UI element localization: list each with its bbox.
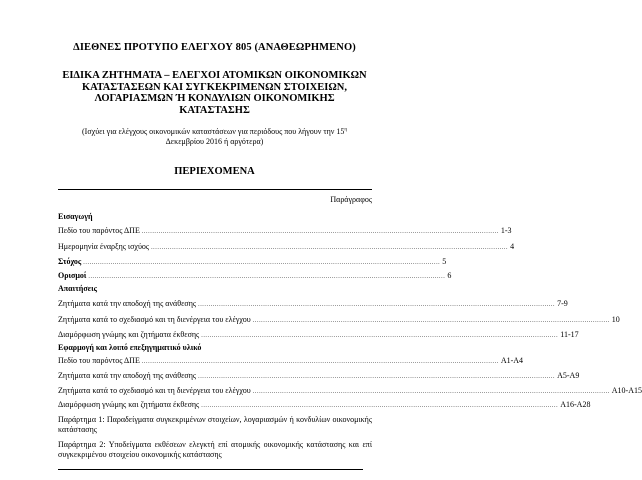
toc-row[interactable]	[58, 257, 447, 268]
toc-leader: ..........................................................................................................................................................................	[252, 318, 610, 324]
toc-row-label: Πεδίο του παρόντος ΔΠΕ	[58, 356, 140, 365]
document-title-line: ΚΑΤΑΣΤΑΣΕΩΝ ΚΑΙ ΣΥΓΚΕΚΡΙΜΕΝΩΝ ΣΤΟΙΧΕΙΩΝ,	[82, 81, 347, 93]
toc-row[interactable]	[58, 226, 512, 237]
toc-row-label: Ζητήματα κατά το σχεδιασμό και τη διενέργεια του ελέγχου	[58, 386, 251, 395]
toc-row-label: Διαμόρφωση γνώμης και ζητήματα έκθεσης	[58, 400, 200, 409]
bottom-divider	[58, 469, 363, 470]
toc-row-number: 11-17	[560, 330, 579, 339]
toc-leader: ..........................................................................................................................................................................	[201, 333, 559, 339]
document-title-line: ΕΙΔΙΚΑ ΖΗΤΗΜΑΤΑ – ΕΛΕΓΧΟΙ ΑΤΟΜΙΚΩΝ ΟΙΚΟΝΟΜΙΚΩΝ	[62, 70, 367, 81]
toc-row[interactable]	[58, 330, 579, 341]
section-heading-requirements: Απαιτήσεις	[58, 284, 97, 293]
toc-row-label: Στόχος	[58, 257, 82, 266]
toc-leader: ..........................................................................................................................................................................	[198, 302, 556, 308]
document-title-line: ΛΟΓΑΡΙΑΣΜΩΝ Ή ΚΟΝΔΥΛΙΩΝ ΟΙΚΟΝΟΜΙΚΗΣ	[94, 93, 335, 104]
toc-row[interactable]	[58, 315, 620, 326]
toc-leader: ..........................................................................................................................................................................	[198, 374, 556, 380]
toc-leader: ..........................................................................................................................................................................	[141, 359, 499, 365]
toc-leader: ..........................................................................................................................................................................	[252, 389, 610, 395]
toc-row-number: A16-A28	[560, 400, 591, 409]
toc-row[interactable]	[58, 299, 568, 310]
appendix-1-entry[interactable]: Παράρτημα 1: Παραδείγματα συγκεκριμένων στοιχείων, λογαριασμών ή κονδυλίων οικονομικής κατάστασης	[58, 415, 372, 434]
toc-leader: ..........................................................................................................................................................................	[141, 229, 499, 235]
appendix-2-entry[interactable]: Παράρτημα 2: Υποδείγματα εκθέσεων ελεγκτή επί ατομικής οικονομικής κατάστασης και επί συγκεκριμένου στοιχείου οικονομικής κατάστασης	[58, 440, 372, 459]
toc-row[interactable]	[58, 356, 524, 367]
toc-row-label: Διαμόρφωση γνώμης και ζητήματα έκθεσης	[58, 330, 200, 339]
toc-row-label: Πεδίο του παρόντος ΔΠΕ	[58, 226, 140, 235]
section-heading-intro: Εισαγωγή	[58, 212, 93, 221]
toc-leader: ..........................................................................................................................................................................	[83, 260, 441, 266]
toc-row-number: A5-A9	[557, 371, 580, 380]
document-title-line: ΚΑΤΑΣΤΑΣΗΣ	[179, 104, 250, 116]
toc-row-label: Ορισμοί	[58, 271, 87, 280]
toc-row-number: A1-A4	[500, 356, 524, 365]
paragraph-column-label: Παράγραφος	[330, 195, 372, 204]
contents-title: ΠΕΡΙΕΧΟΜΕΝΑ	[174, 166, 255, 177]
toc-row-number: 1-3	[500, 226, 512, 235]
toc-row[interactable]	[58, 242, 515, 253]
toc-leader: ..........................................................................................................................................................................	[88, 274, 446, 280]
toc-row-label: Ζητήματα κατά το σχεδιασμό και τη διενέργεια του ελέγχου	[58, 315, 251, 324]
toc-row-number: 6	[447, 271, 452, 280]
toc-row-number: 4	[510, 242, 515, 251]
standard-title: ΔΙΕΘΝΕΣ ΠΡΟΤΥΠΟ ΕΛΕΓΧΟΥ 805 (ΑΝΑΘΕΩΡΗΜΕΝΟ)	[73, 42, 356, 53]
toc-row-label: Ζητήματα κατά την αποδοχή της ανάθεσης	[58, 299, 197, 308]
toc-row[interactable]	[58, 371, 580, 382]
toc-row[interactable]	[58, 271, 452, 282]
effective-note-text: (Ισχύει για ελέγχους οικονομικών καταστάσεων για περιόδους που λήγουν την 15	[82, 127, 345, 136]
toc-row-label: Ημερομηνία έναρξης ισχύος	[58, 242, 150, 251]
section-heading-application: Εφαρμογή και λοιπό επεξηγηματικό υλικό	[58, 343, 202, 352]
effective-note-superscript: η	[344, 127, 347, 133]
toc-row-number: 5	[442, 257, 447, 266]
toc-row-label: Ζητήματα κατά την αποδοχή της ανάθεσης	[58, 371, 197, 380]
toc-row[interactable]	[58, 386, 642, 397]
toc-leader: ..........................................................................................................................................................................	[201, 403, 559, 409]
effective-note-text: Δεκεμβρίου 2016 ή αργότερα)	[165, 137, 264, 146]
document-title	[40, 70, 389, 116]
toc-row[interactable]	[58, 400, 591, 411]
effective-date-note	[40, 127, 389, 147]
toc-row-number: 10	[611, 315, 620, 324]
toc-row-number: A10-A15	[611, 386, 642, 395]
top-divider	[58, 189, 372, 190]
toc-row-number: 7-9	[557, 299, 568, 308]
toc-leader: ..........................................................................................................................................................................	[151, 245, 509, 251]
